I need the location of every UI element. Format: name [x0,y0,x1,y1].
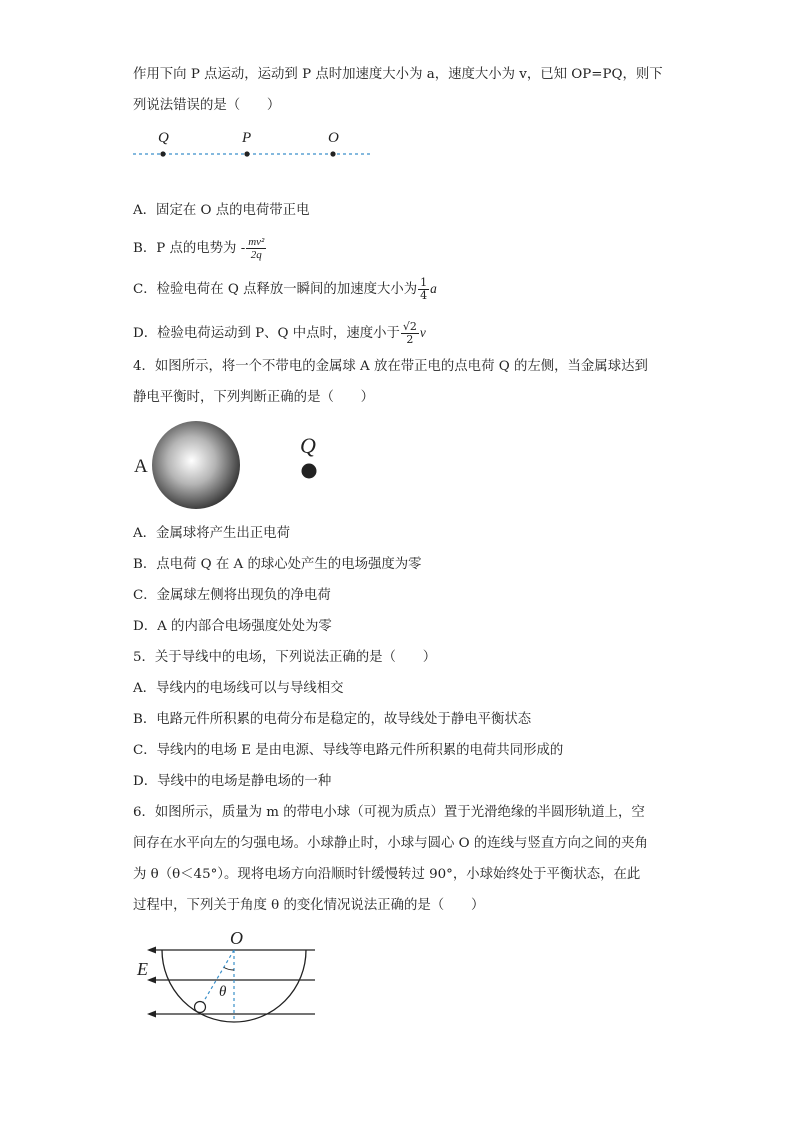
label-q-charge: Q [300,433,316,458]
q6-stem-line4: 过程中，下列关于角度 θ 的变化情况说法正确的是（ ） [133,898,485,913]
label-p: P [242,130,252,146]
q6-figure [135,928,325,1028]
fraction-mv2-2q [246,236,266,261]
q4-option-c: C．金属球左侧将出现负的净电荷 [133,588,331,603]
q4-option-a: A．金属球将产生出正电荷 [133,526,290,541]
q6-stem-line2: 间存在水平向左的匀强电场。小球静止时，小球与圆心 O 的连线与竖直方向之间的夹角 [133,836,648,851]
label-o: O [328,130,339,146]
q3-option-a: A．固定在 O 点的电荷带正电 [133,203,310,218]
q3-option-d-suffix: v [419,325,426,340]
q5-option-a: A．导线内的电场线可以与导线相交 [133,681,344,696]
q3-option-b-text: B．P 点的电势为 - [133,241,246,256]
radius-dashed-line [201,950,234,1006]
label-e-field: E [137,959,148,979]
arrow-head-left-icon [147,947,156,954]
q6-stem-line3: 为 θ（θ＜45°）。现将电场方向沿顺时针缓慢转过 90°，小球始终处于平衡状态，在此 [133,867,641,882]
label-theta: θ [219,984,227,1000]
charged-ball [195,1002,206,1013]
q4-figure [130,420,340,520]
q3-option-d-text: D．检验电荷运动到 P、Q 中点时，速度小于 [133,326,400,341]
q3-option-c-text: C．检验电荷在 Q 点释放一瞬间的加速度大小为 [133,282,418,297]
arrow-head-left-icon [147,977,156,984]
q3-stem-line2: 列说法错误的是（ ） [133,98,281,113]
q3-option-b [133,236,267,261]
point-o [330,151,335,156]
fraction-sqrt2-2 [401,321,419,346]
fraction-numerator: mv² [248,236,265,248]
q4-option-b: B．点电荷 Q 在 A 的球心处产生的电场强度为零 [133,557,422,572]
q3-figure [130,124,375,164]
q3-option-c-suffix: a [430,281,437,296]
fraction-numerator: √2 [402,320,417,333]
fraction-denominator: 2q [250,249,262,261]
label-o-center: O [230,928,243,948]
metal-sphere-a [152,421,240,509]
q4-stem-line2: 静电平衡时，下列判断正确的是（ ） [133,390,375,405]
label-q: Q [158,130,169,146]
q3-stem-line1: 作用下向 P 点运动，运动到 P 点时加速度大小为 a，速度大小为 v，已知 OP=PQ，则下 [133,67,663,82]
q4-stem-line1: 4．如图所示，将一个不带电的金属球 A 放在带正电的点电荷 Q 的左侧，当金属球达到 [133,359,648,374]
label-a: A [134,456,148,477]
point-charge-q [302,464,317,479]
q4-option-d: D．A 的内部合电场强度处处为零 [133,619,332,634]
point-p [244,151,249,156]
q5-stem: 5．关于导线中的电场，下列说法正确的是（ ） [133,650,437,665]
fraction-1-4 [418,277,429,302]
q3-option-d [133,321,426,346]
q5-option-d: D．导线中的电场是静电场的一种 [133,774,332,789]
q5-option-b: B．电路元件所积累的电荷分布是稳定的，故导线处于静电平衡状态 [133,712,532,727]
arrow-head-left-icon [147,1011,156,1018]
angle-arc [224,968,234,971]
point-q [160,151,165,156]
q5-option-c: C．导线内的电场 E 是由电源、导线等电路元件所积累的电荷共同形成的 [133,743,564,758]
q3-option-c [133,277,437,302]
fraction-denominator: 4 [420,289,428,302]
fraction-denominator: 2 [406,333,414,346]
fraction-numerator: 1 [420,276,428,289]
q6-stem-line1: 6．如图所示，质量为 m 的带电小球（可视为质点）置于光滑绝缘的半圆形轨道上，空 [133,805,645,820]
